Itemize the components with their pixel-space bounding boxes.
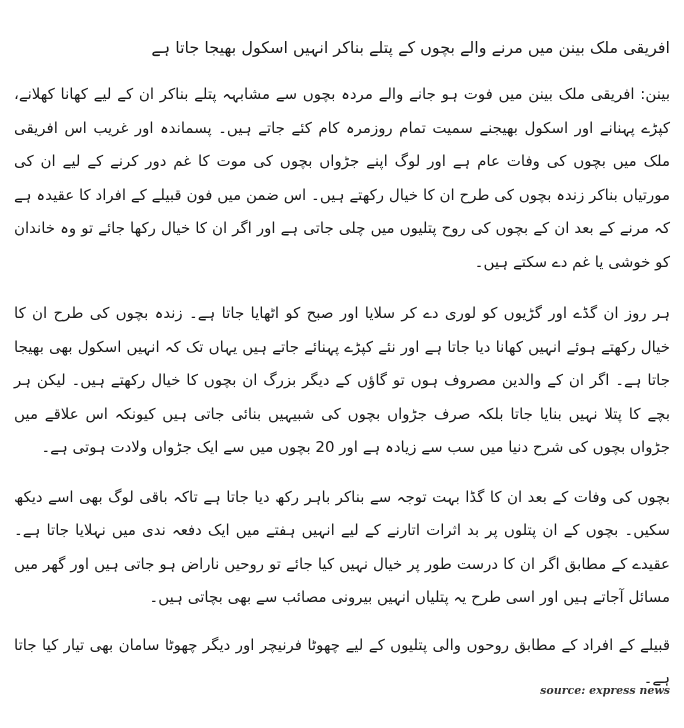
paragraph-2: ہر روز ان گڈے اور گڑیوں کو لوری دے کر سلایا اور صبح کو اٹھایا جاتا ہے۔ زندہ بچوں کی طرح ان کا خیال رکھتے ہوئے انہیں کھانا دیا جاتا ہے اور نئے کپڑے پہنائے جاتے ہیں یہاں تک کہ انہیں اسکول بھی بھیجا جاتا ہے۔ اگر ان کے والدین مصروف ہوں تو گاؤں کے دیگر بزرگ ان بچوں کا خیال رکھتے ہیں۔ لیکن ہر بچے کا پتلا نہیں بنایا جاتا بلکہ صرف جڑواں بچوں کی شبیہیں بنائی جاتی ہیں کیونکہ اس علاقے میں جڑواں بچوں کی شرح دنیا میں سب سے زیادہ ہے اور 20 بچوں میں سے ایک جڑواں ولادت ہوتی ہے۔ [14,304,670,456]
paragraph-1: بینن: افریقی ملک بینن میں فوت ہو جانے والے مردہ بچوں سے مشابہہ پتلے بناکر ان کے لیے کھانا کھلانے، کپڑے پہنانے اور اسکول بھیجنے سمیت تمام روزمرہ کام کئے جاتے ہیں۔ پسماندہ اور غریب اس افریقی ملک میں بچوں کی وفات عام ہے اور لوگ اپنے جڑواں بچوں کی موت کا غم دور کرنے کے لیے ان کی مورتیاں بناکر زندہ بچوں کی طرح ان کا خیال رکھتے ہیں۔ اس ضمن میں فون قبیلے کے افراد کا عقیدہ ہے کہ مرنے کے بعد ان کے بچوں کی روح پتلیوں میں چلی جاتی ہے اور اگر ان کا خیال رکھا جائے تو وہ خاندان کو خوشی یا غم دے سکتے ہیں۔ [14,85,670,271]
paragraph-3: بچوں کی وفات کے بعد ان کا گڈا بہت توجہ سے بناکر باہر رکھ دیا جاتا ہے تاکہ باقی لوگ بھی اسے دیکھ سکیں۔ بچوں کے ان پتلوں پر بد اثرات اتارنے کے لیے انہیں ہفتے میں ایک دفعہ ندی میں نہلایا جاتا ہے۔ عقیدے کے مطابق اگر ان کا درست طور پر خیال نہیں کیا جائے تو روحیں ناراض ہو جاتی ہیں اور گھر میں مسائل آجاتے ہیں اور اسی طرح یہ پتلیاں انہیں بیرونی مصائب سے بھی بچاتی ہیں۔ [14,487,670,606]
article-headline: افریقی ملک بینن میں مرنے والے بچوں کے پتلے بناکر انہیں اسکول بھیجا جاتا ہے [151,38,670,57]
article [14,0,670,696]
paragraph-4: قبیلے کے افراد کے مطابق روحوں والی پتلیوں کے لیے چھوٹا فرنیچر اور دیگر چھوٹا سامان بھی تیار کیا جاتا ہے۔ [14,635,670,687]
source-credit: source: express news [540,684,670,697]
